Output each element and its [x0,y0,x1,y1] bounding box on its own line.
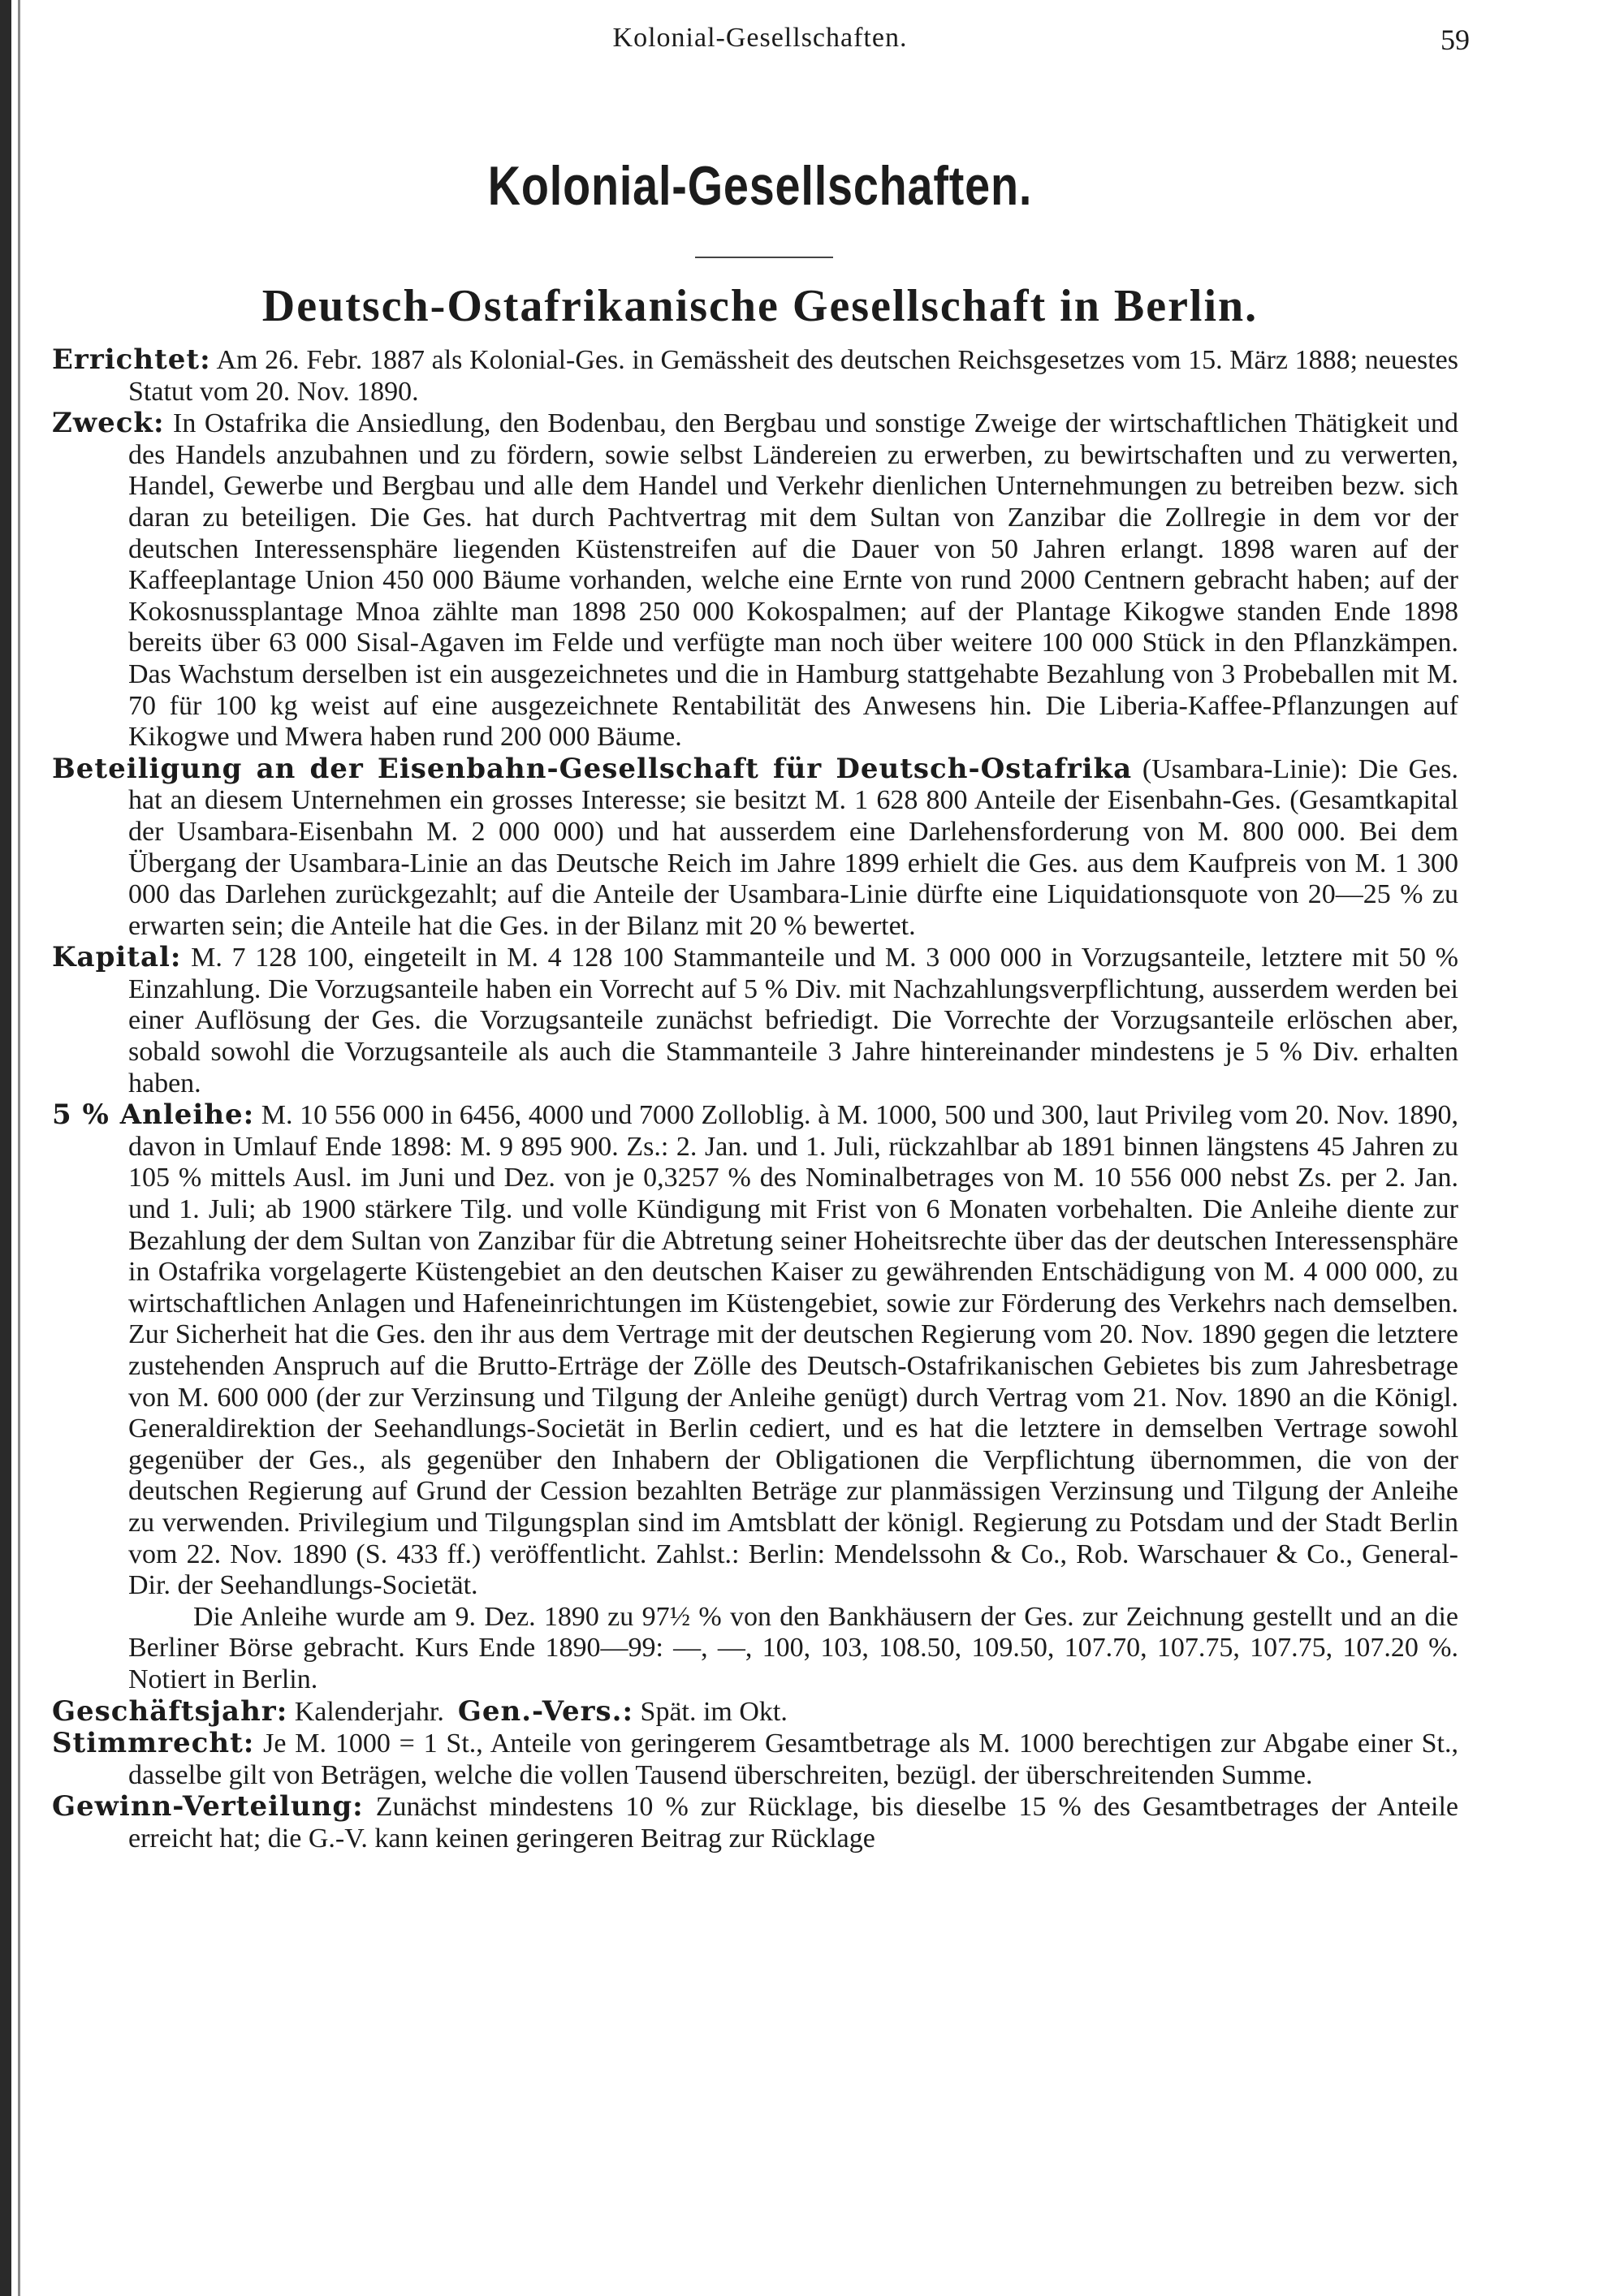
book-spine-line [18,0,20,2296]
entry-stimmrecht [52,1728,1458,1791]
entry-errichtet [52,344,1458,408]
entry-label: Beteiligung an der Eisenbahn-Gesellschaft für Deutsch-Ostafrika [52,752,1133,785]
entry-text: (Usambara-Linie): Die Ges. hat an diesem Unternehmen ein grosses Interesse; sie besitzt M. 1 628 800 Anteile der Eisenbahn-Ges. (Gesamtkapital der Usambara-Eisenbahn M. 2 000 000) und hat ausserdem eine Darlehensforderung von M. 800 000. Bei dem Übergang der Usambara-Linie an das Deutsche Reich im Jahre 1899 erhielt die Ges. aus dem Kaufpreis von M. 1 300 000 das Darlehen zurückgezahlt; auf die Anteile der Usambara-Linie dürfte eine Liquidationsquote von 20—25 % zu erwarten sein; die Anteile hat die Ges. in der Bilanz mit 20 % bewertet. [128,753,1458,941]
entry-label: Errichtet: [52,343,211,376]
entry-zweck [52,408,1458,753]
entry-text: Zunächst mindestens 10 % zur Rücklage, bis dieselbe 15 % des Gesamtbetrages der Anteile erreicht hat; die G.-V. kann keinen geringeren Beitrag zur Rücklage [128,1792,1458,1854]
entry-gewinn-verteilung [52,1791,1458,1854]
section-title: Kolonial-Gesellschaften. [487,155,1033,217]
entry-label: Zweck: [52,407,165,440]
entry-text: Die Anleihe wurde am 9. Dez. 1890 zu 97½ % von den Bankhäusern der Ges. zur Zeichnung gestellt und an die Berliner Börse gebracht. Kurs Ende 1890—99: —, —, 100, 103, 108.50, 109.50, 107.70, 107.75, 107.75, 107.20 %. Notiert in Berlin. [128,1601,1458,1694]
entry-text: Kalenderjahr. [287,1696,444,1727]
title-divider [695,257,833,258]
entry-text: M. 10 556 000 in 6456, 4000 und 7000 Zolloblig. à M. 1000, 500 und 300, laut Privileg vom 20. Nov. 1890, davon in Umlauf Ende 1898: M. 9 895 900. Zs.: 2. Jan. und 1. Juli, rückzahlbar ab 1891 binnen längstens 45 Jahren zu 105 % mittels Ausl. im Juni und Dez. von je 0,3257 % des Nominalbetrages von M. 10 556 000 nebst Zs. per 2. Jan. und 1. Juli; ab 1900 stärkere Tilg. und volle Kündigung mit Frist von 6 Monaten vorbehalten. Die Anleihe diente zur Bezahlung der dem Sultan von Zanzibar für die Abtretung seiner Hoheitsrechte über das der deutschen Interessensphäre in Ostafrika vorgelagerte Küstengebiet an den deutschen Kaiser zu gewährenden Entschädigung von M. 4 000 000, zu wirtschaftlichen Anlagen und Hafeneinrichtungen im Küstengebiet, sowie zur Förderung des Verkehrs nach demselben. Zur Sicherheit hat die Ges. den ihr aus dem Vertrage mit der deutschen Regierung vom 20. Nov. 1890 gegen die letztere zustehenden Anspruch auf die Brutto-Erträge der Zölle des Deutsch-Ostafrikanischen Gebietes bis zum Jahresbetrage von M. 600 000 (der zur Verzinsung und Tilgung der Anleihe genügt) durch Vertrag vom 21. Nov. 1890 an die Königl. Generaldirektion der Seehandlungs-Societät in Berlin cediert, und es hat die letztere in demselben Vertrage sowohl gegenüber der Ges., als gegenüber den Inhabern der Obligationen die Verpflichtung übernommen, die von der deutschen Regierung auf Grund der Cession bezahlten Beträge zur planmässigen Verzinsung und Tilgung der Anleihe zu verwenden. Privilegium und Tilgungsplan sind im Amtsblatt der königl. Regierung zu Potsdam und der Stadt Berlin vom 22. Nov. 1890 (S. 433 ff.) veröffentlicht. Zahlst.: Berlin: Mendelssohn & Co., Rob. Warschauer & Co., General-Dir. der Seehandlungs-Societät. [128,1100,1458,1601]
entry-label: Gewinn-Verteilung: [52,1790,364,1823]
entry-label: Kapital: [52,941,182,974]
entry-text-secondary: Spät. im Okt. [633,1696,788,1727]
entry-label: Geschäftsjahr: [52,1694,288,1728]
entry-text: In Ostafrika die Ansiedlung, den Bodenbau, den Bergbau und sonstige Zweige der wirtschaftlichen Thätigkeit und des Handels anzubahnen und zu fördern, sowie selbst Ländereien zu erwerben, zu bewirtschaften und zu verwerten, Handel, Gewerbe und Bergbau und alle dem Handel und Verkehr dienlichen Unternehmungen zu betreiben bezw. sich daran zu beteiligen. Die Ges. hat durch Pachtvertrag mit dem Sultan von Zanzibar die Zollregie in dem vor der deutschen Interessensphäre liegenden Küstenstreifen auf die Dauer von 50 Jahren erlangt. 1898 waren auf der Kaffeeplantage Union 450 000 Bäume vorhanden, welche eine Ernte von rund 2000 Centnern gebracht haben; auf der Kokosnussplantage Mnoa zählte man 1898 250 000 Kokospalmen; auf der Plantage Kikogwe standen Ende 1898 bereits über 63 000 Sisal-Agaven im Felde und verfügte man noch über weitere 100 000 Stück in den Pflanzkämpen. Das Wachstum derselben ist ein ausgezeichnetes und die in Hamburg stattgehabte Bezahlung von 3 Probeballen mit M. 70 für 100 kg weist auf eine ausgezeichnete Rentabilität des Anwesens hin. Die Liberia-Kaffee-Pflanzungen auf Kikogwe und Mwera haben rund 200 000 Bäume. [128,408,1458,753]
entry-anleihe [52,1099,1458,1602]
entry-geschaeftsjahr [52,1696,1458,1728]
entry-label: 5 % Anleihe: [52,1098,255,1132]
page-number: 59 [1440,24,1470,56]
entry-label-secondary: Gen.-Vers.: [457,1694,634,1728]
company-title: Deutsch-Ostafrikanische Gesellschaft in Berlin. [261,281,1259,331]
entry-anleihe-kurs [52,1602,1458,1696]
entry-text: M. 7 128 100, eingeteilt in M. 4 128 100 Stammanteile und M. 3 000 000 in Vorzugsanteile, letztere mit 50 % Einzahlung. Die Vorzugsanteile haben ein Vorrecht auf 5 % Div. mit Nachzahlungsverpflichtung, ausserdem werden bei einer Auflösung der Ges. die Vorzugsanteile zunächst befriedigt. Die Vorrechte der Vorzugsanteile erlöschen aber, sobald sowohl die Vorzugsanteile als auch die Stammanteile 3 Jahre hintereinander mindestens je 5 % Div. erhalten haben. [128,943,1458,1098]
document-body [52,344,1458,1855]
entry-text: Am 26. Febr. 1887 als Kolonial-Ges. in Gemässheit des deutschen Reichsgesetzes vom 15. März 1888; neuestes Statut vom 20. Nov. 1890. [128,345,1458,407]
entry-label: Stimmrecht: [52,1727,255,1760]
entry-beteiligung [52,753,1458,943]
book-spine-edge [0,0,11,2296]
running-head: Kolonial-Gesellschaften. [612,23,908,53]
entry-text: Je M. 1000 = 1 St., Anteile von geringerem Gesamtbetrage als M. 1000 berechtigen zur Abgabe einer St., dasselbe gilt von Beträgen, welche die vollen Tausend überschreiten, bezügl. der überschreitenden Summe. [128,1728,1458,1790]
entry-kapital [52,942,1458,1099]
